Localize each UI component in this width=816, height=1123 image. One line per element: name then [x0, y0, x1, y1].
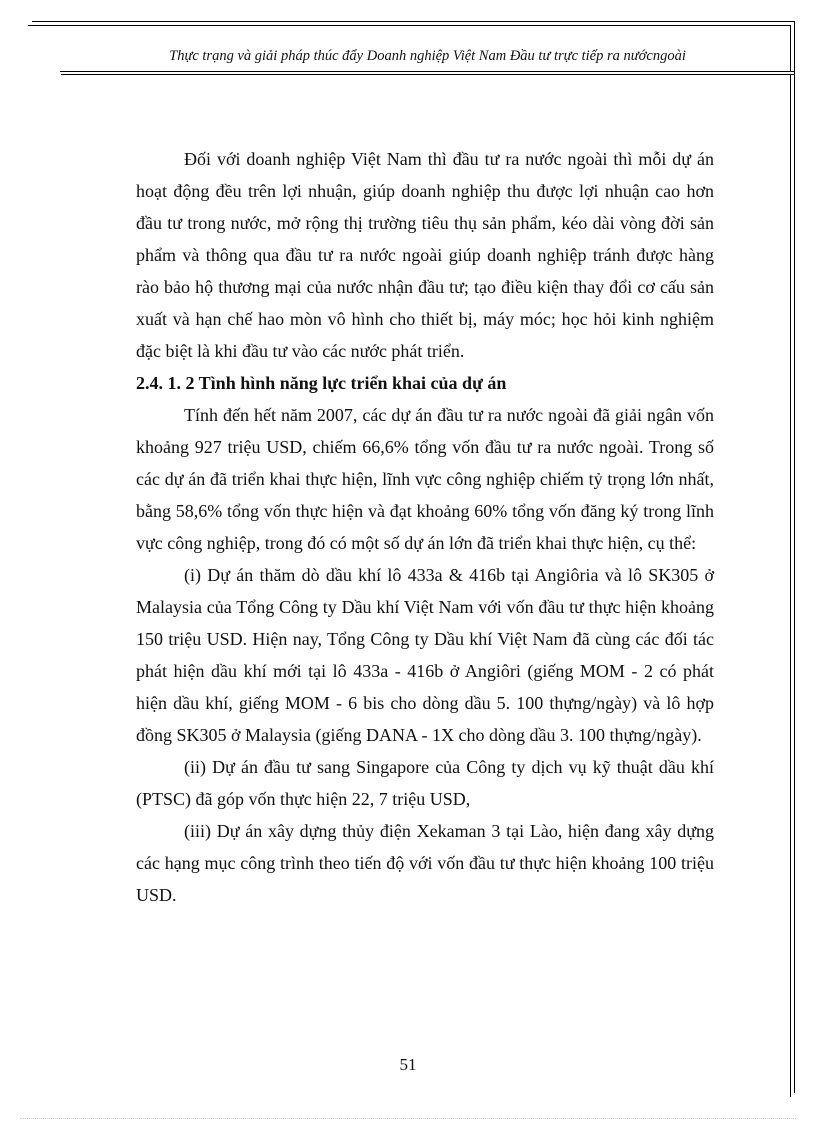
- section-heading: 2.4. 1. 2 Tình hình năng lực triển khai của dự án: [136, 373, 507, 393]
- page-number: 51: [399, 1055, 417, 1074]
- list-item-project-2: (ii) Dự án đầu tư sang Singapore của Công ty dịch vụ kỹ thuật dầu khí (PTSC) đã góp vốn thực hiện 22, 7 triệu USD,: [136, 757, 714, 809]
- paragraph-intro: Đối với doanh nghiệp Việt Nam thì đầu tư ra nước ngoài thì mỗi dự án hoạt động đều trên lợi nhuận, giúp doanh nghiệp thu được lợi nhuận cao hơn đầu tư trong nước, mở rộng thị trường tiêu thụ sản phẩm, kéo dài vòng đời sản phẩm và thông qua đầu tư ra nước ngoài giúp doanh nghiệp tránh được hàng rào bảo hộ thương mại của nước nhận đầu tư; tạo điều kiện thay đổi cơ cấu sản xuất và hạn chế hao mòn vô hình cho thiết bị, máy móc; học hỏi kinh nghiệm đặc biệt là khi đầu tư vào các nước phát triển.: [136, 149, 714, 361]
- list-item-project-3: (iii) Dự án xây dựng thủy điện Xekaman 3 tại Lào, hiện đang xây dựng các hạng mục công trình theo tiến độ với vốn đầu tư thực hiện khoảng 100 triệu USD.: [136, 821, 714, 905]
- bottom-divider: [20, 1118, 796, 1119]
- running-header: Thực trạng và giải pháp thúc đẩy Doanh nghiệp Việt Nam Đầu tư trực tiếp ra nướcngoài: [60, 48, 795, 72]
- document-body: [136, 143, 714, 911]
- paragraph-disbursement: Tính đến hết năm 2007, các dự án đầu tư ra nước ngoài đã giải ngân vốn khoảng 927 triệu USD, chiếm 66,6% tổng vốn đầu tư ra nước ngoài. Trong số các dự án đã triển khai thực hiện, lĩnh vực công nghiệp chiếm tỷ trọng lớn nhất, bằng 58,6% tổng vốn thực hiện và đạt khoảng 60% tổng vốn đăng ký trong lĩnh vực công nghiệp, trong đó có một số dự án lớn đã triển khai thực hiện, cụ thể:: [136, 405, 714, 553]
- list-item-project-1: (i) Dự án thăm dò dầu khí lô 433a & 416b tại Angiôria và lô SK305 ở Malaysia của Tổng Công ty Dầu khí Việt Nam với vốn đầu tư thực hiện khoảng 150 triệu USD. Hiện nay, Tổng Công ty Dầu khí Việt Nam đã cùng các đối tác phát hiện dầu khí mới tại lô 433a - 416b ở Angiôri (giếng MOM - 2 có phát hiện dầu khí, giếng MOM - 6 bis cho dòng dầu 5. 100 thựng/ngày) và lô hợp đồng SK305 ở Malaysia (giếng DANA - 1X cho dòng dầu 3. 100 thựng/ngày).: [136, 565, 714, 745]
